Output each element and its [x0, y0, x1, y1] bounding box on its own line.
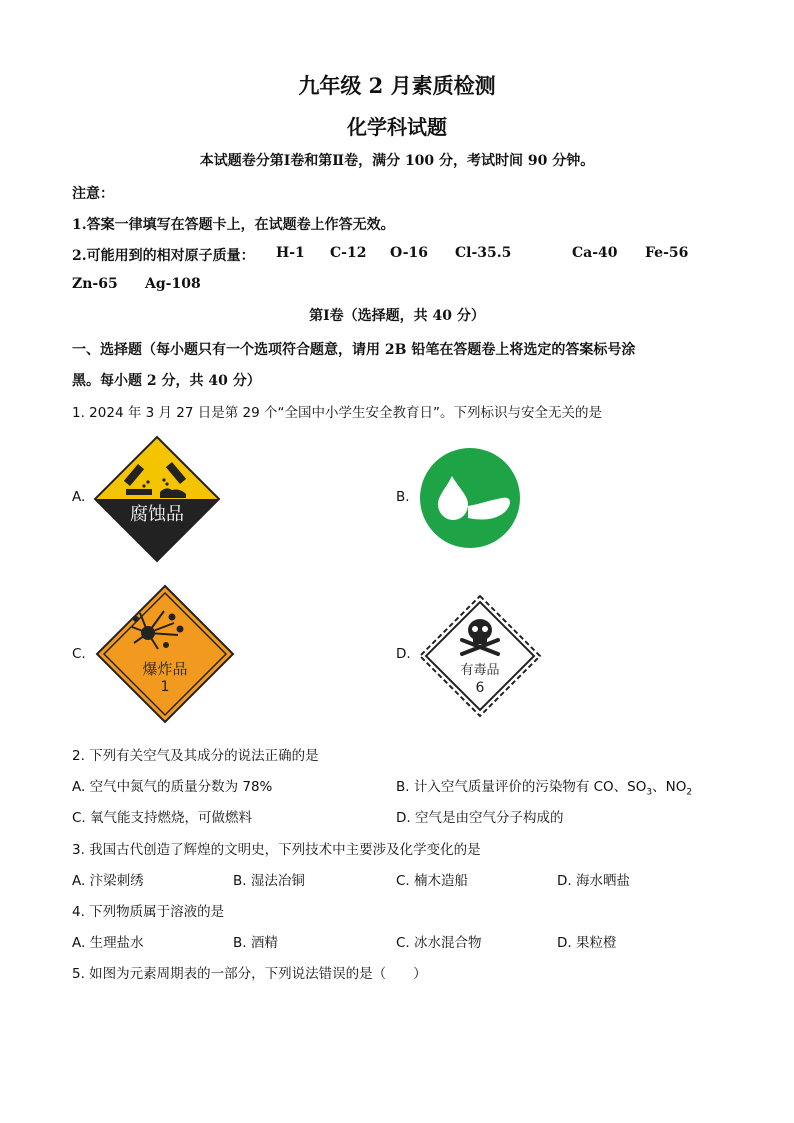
notice-item-2-label: 2.可能用到的相对原子质量：: [72, 248, 255, 264]
toxic-sign-icon: [418, 594, 542, 718]
q2-option-b: [396, 775, 692, 798]
q1-option-d-label: D.: [396, 646, 411, 662]
atomic-mass-fe: Fe-56: [645, 245, 689, 261]
q3-option-b: B. 湿法冶铜: [233, 873, 305, 889]
q1-option-b-label: B.: [396, 489, 410, 505]
q2-option-b-sub1: 3: [646, 787, 653, 798]
page-subtitle: 化学科试题: [347, 115, 447, 139]
atomic-mass-h: H-1: [276, 245, 305, 261]
atomic-mass-o: O-16: [390, 245, 429, 261]
corrosive-sign-icon: [92, 434, 222, 564]
question-5-stem: 5. 如图为元素周期表的一部分，下列说法错误的是（ ）: [72, 966, 427, 982]
atomic-mass-cl: Cl-35.5: [455, 245, 512, 261]
q3-option-d: D. 海水晒盐: [557, 873, 630, 889]
notice-item-1: 1.答案一律填写在答题卡上，在试题卷上作答无效。: [72, 217, 395, 233]
exam-intro: 本试题卷分第Ⅰ卷和第Ⅱ卷，满分 100 分，考试时间 90 分钟。: [199, 153, 595, 169]
q2-option-a: A. 空气中氮气的质量分数为 78%: [72, 779, 273, 795]
q4-option-d: D. 果粒橙: [557, 935, 617, 951]
question-3-stem: 3. 我国古代创造了辉煌的文明史，下列技术中主要涉及化学变化的是: [72, 842, 481, 858]
question-2-stem: 2. 下列有关空气及其成分的说法正确的是: [72, 748, 319, 764]
q1-option-a-label: A.: [72, 489, 86, 505]
toxic-sign-number: 6: [475, 680, 485, 696]
q2-option-b-mid: 、NO: [652, 779, 687, 795]
water-saving-sign-icon: [418, 446, 522, 550]
page-title: 九年级 2 月素质检测: [298, 73, 496, 98]
section-1-heading: 第Ⅰ卷（选择题，共 40 分）: [309, 308, 485, 324]
q2-option-b-text: B. 计入空气质量评价的污染物有 CO、SO: [396, 779, 647, 795]
q4-option-c: C. 冰水混合物: [396, 935, 482, 951]
atomic-mass-zn: Zn-65: [72, 276, 118, 292]
explosive-sign-number: 1: [160, 679, 170, 695]
explosive-sign-icon: [94, 583, 236, 725]
atomic-mass-ca: Ca-40: [572, 245, 618, 261]
question-4-stem: 4. 下列物质属于溶液的是: [72, 904, 225, 920]
q2-option-b-sub2: 2: [686, 787, 693, 798]
atomic-mass-ag: Ag-108: [145, 276, 201, 292]
atomic-mass-c: C-12: [330, 245, 367, 261]
corrosive-sign-text: 腐蚀品: [130, 504, 184, 525]
q4-option-b: B. 酒精: [233, 935, 278, 951]
q3-option-a: A. 汴梁刺绣: [72, 873, 144, 889]
q2-option-c: C. 氧气能支持燃烧，可做燃料: [72, 810, 253, 826]
section-1-instructions-line1: 一、选择题（每小题只有一个选项符合题意，请用 2B 铅笔在答题卷上将选定的答案标号涂: [72, 342, 636, 358]
q4-option-a: A. 生理盐水: [72, 935, 144, 951]
explosive-sign-text: 爆炸品: [142, 660, 188, 678]
q2-option-d: D. 空气是由空气分子构成的: [396, 810, 564, 826]
question-1-stem: 1. 2024 年 3 月 27 日是第 29 个“全国中小学生安全教育日”。下列标识与安全无关的是: [72, 405, 602, 421]
q1-option-c-label: C.: [72, 646, 86, 662]
q3-option-c: C. 楠木造船: [396, 873, 469, 889]
section-1-instructions-line2: 黑。每小题 2 分，共 40 分）: [72, 373, 261, 389]
notice-heading: 注意：: [72, 186, 114, 202]
toxic-sign-text: 有毒品: [460, 663, 500, 678]
